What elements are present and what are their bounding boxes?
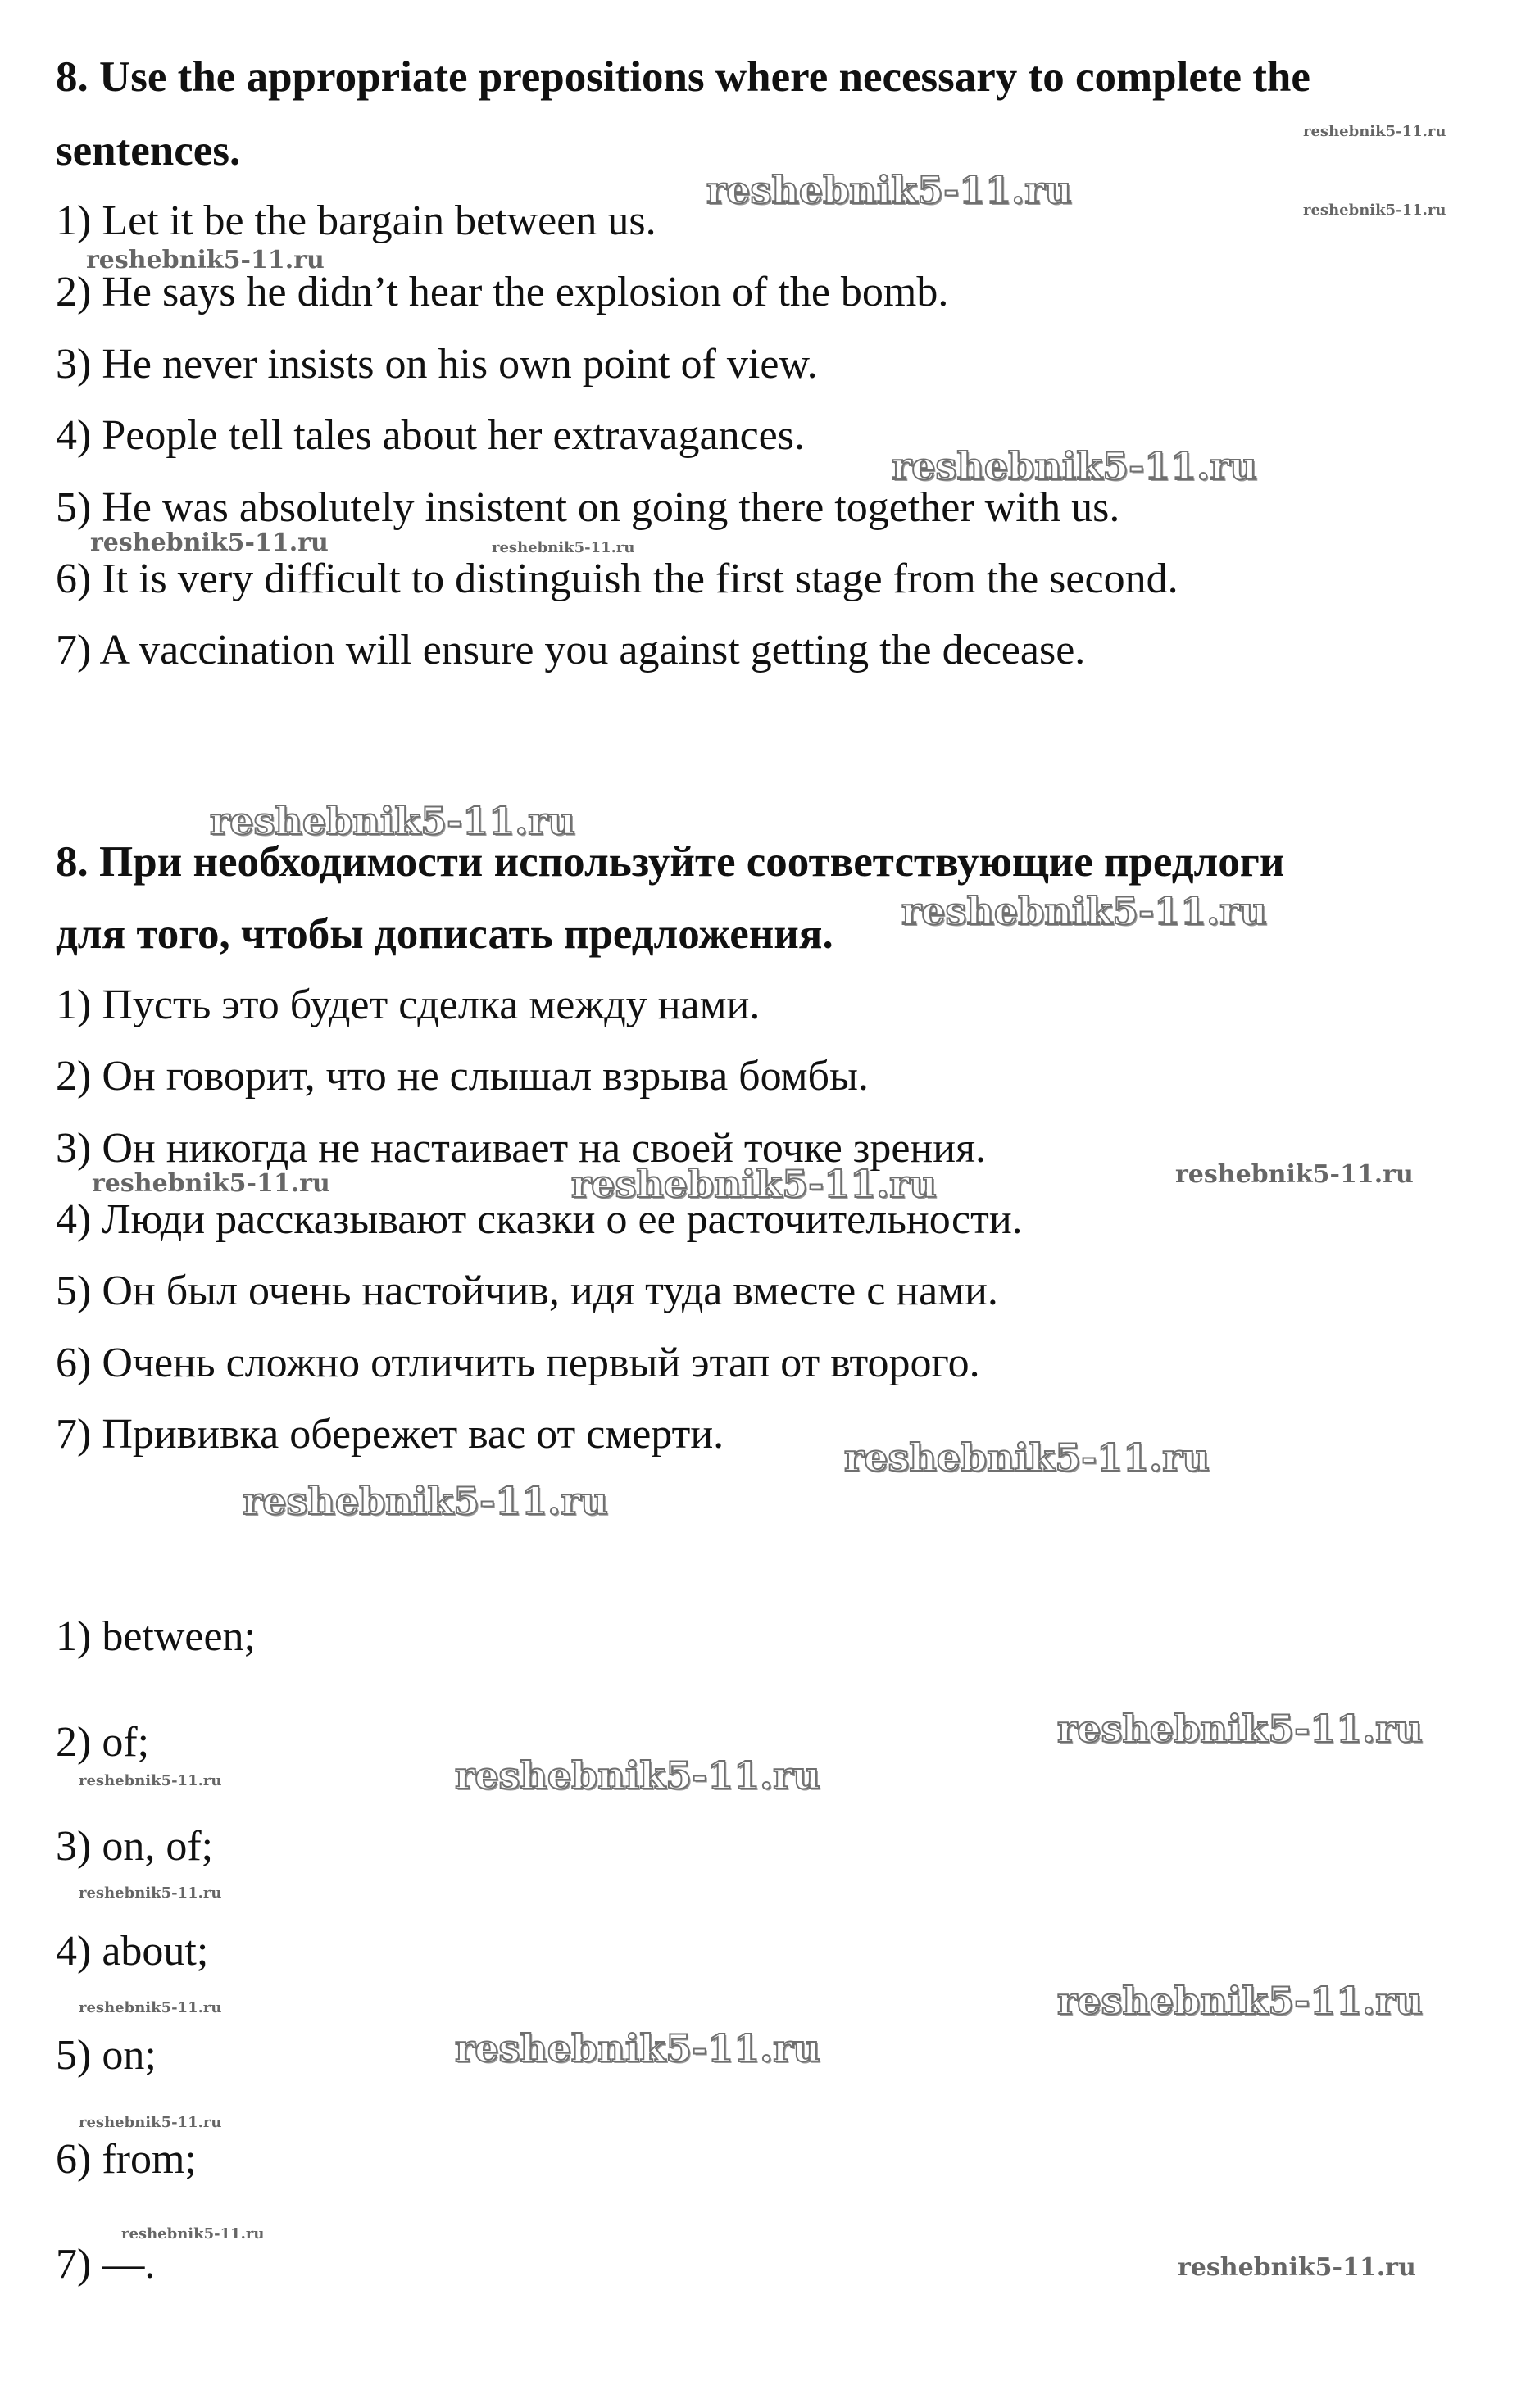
exercise-ru-title-line1: 8. При необходимости используйте соответствующие предлоги xyxy=(56,838,1285,886)
watermark: reshebnik5-11.ru xyxy=(892,444,1257,488)
exercise-en-sentence: 7) A vaccination will ensure you against getting the decease. xyxy=(56,627,1086,673)
watermark: reshebnik5-11.ru xyxy=(90,528,329,557)
exercise-ru-sentence: 1) Пусть это будет сделка между нами. xyxy=(56,982,761,1028)
answer-item: 1) between; xyxy=(56,1613,257,1660)
exercise-en-title-line2: sentences. xyxy=(56,127,241,175)
answer-item: 7) —. xyxy=(56,2241,156,2288)
exercise-ru-sentence: 5) Он был очень настойчив, идя туда вместе с нами. xyxy=(56,1267,998,1314)
exercise-ru-sentence: 6) Очень сложно отличить первый этап от второго. xyxy=(56,1340,980,1386)
exercise-en-sentence: 2) He says he didn’t hear the explosion of the bomb. xyxy=(56,269,949,315)
answer-item: 2) of; xyxy=(56,1719,150,1766)
exercise-en-sentence: 3) He never insists on his own point of view. xyxy=(56,341,818,388)
watermark: reshebnik5-11.ru xyxy=(121,2225,265,2242)
watermark: reshebnik5-11.ru xyxy=(210,799,575,843)
watermark: reshebnik5-11.ru xyxy=(844,1435,1210,1480)
watermark: reshebnik5-11.ru xyxy=(79,1999,222,2016)
watermark: reshebnik5-11.ru xyxy=(901,889,1267,933)
watermark: reshebnik5-11.ru xyxy=(79,1884,222,1902)
watermark: reshebnik5-11.ru xyxy=(571,1162,937,1206)
exercise-ru-sentence: 2) Он говорит, что не слышал взрыва бомбы. xyxy=(56,1053,869,1100)
answer-item: 4) about; xyxy=(56,1928,209,1975)
watermark: reshebnik5-11.ru xyxy=(455,1753,820,1798)
watermark: reshebnik5-11.ru xyxy=(1303,202,1446,219)
answer-item: 6) from; xyxy=(56,2136,197,2183)
watermark: reshebnik5-11.ru xyxy=(243,1479,608,1523)
watermark: reshebnik5-11.ru xyxy=(492,539,635,556)
exercise-ru-sentence: 7) Прививка обережет вас от смерти. xyxy=(56,1411,724,1458)
watermark: reshebnik5-11.ru xyxy=(1175,1160,1414,1189)
answer-item: 5) on; xyxy=(56,2032,157,2079)
exercise-ru-sentence: 4) Люди рассказывают сказки о ее расточительности. xyxy=(56,1196,1023,1243)
answer-item: 3) on, of; xyxy=(56,1823,214,1870)
exercise-en-sentence: 4) People tell tales about her extravagances. xyxy=(56,412,805,459)
watermark: reshebnik5-11.ru xyxy=(92,1169,330,1198)
watermark: reshebnik5-11.ru xyxy=(1303,123,1446,140)
exercise-ru-title-line2: для того, чтобы дописать предложения. xyxy=(56,910,833,958)
watermark: reshebnik5-11.ru xyxy=(86,246,325,274)
watermark: reshebnik5-11.ru xyxy=(79,2114,222,2131)
exercise-en-title-line1: 8. Use the appropriate prepositions where necessary to complete the xyxy=(56,53,1310,101)
watermark: reshebnik5-11.ru xyxy=(455,2026,820,2070)
watermark: reshebnik5-11.ru xyxy=(1178,2253,1416,2282)
exercise-ru-sentence: 3) Он никогда не настаивает на своей точке зрения. xyxy=(56,1125,986,1172)
exercise-en-sentence: 1) Let it be the bargain between us. xyxy=(56,197,656,244)
watermark: reshebnik5-11.ru xyxy=(79,1772,222,1789)
watermark: reshebnik5-11.ru xyxy=(1057,1707,1423,1751)
watermark: reshebnik5-11.ru xyxy=(1057,1979,1423,2023)
exercise-en-sentence: 6) It is very difficult to distinguish the first stage from the second. xyxy=(56,556,1178,602)
exercise-en-sentence: 5) He was absolutely insistent on going there together with us. xyxy=(56,484,1120,531)
watermark: reshebnik5-11.ru xyxy=(706,168,1072,212)
